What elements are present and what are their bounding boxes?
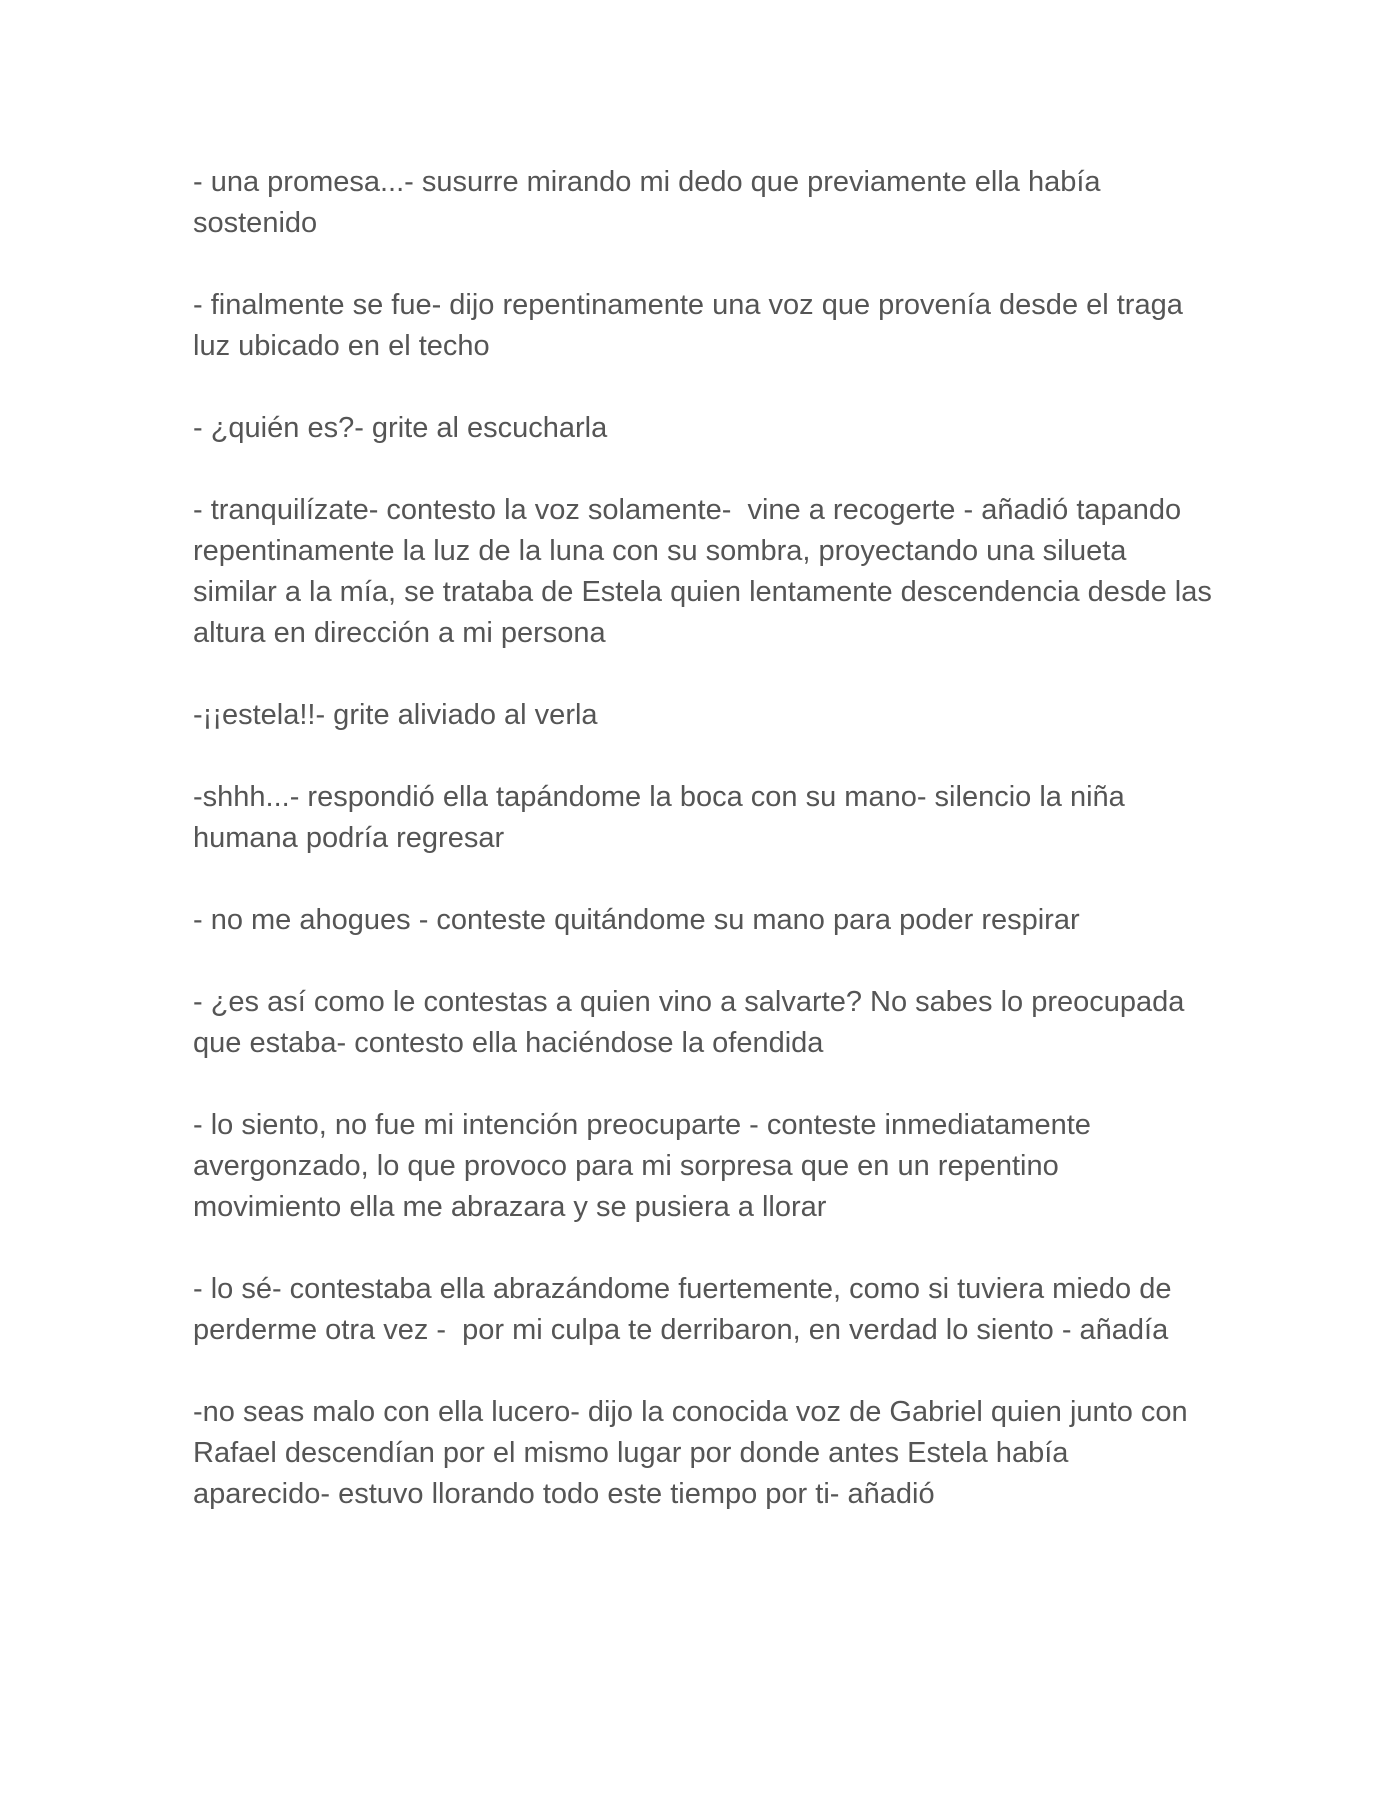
- paragraph: - ¿es así como le contestas a quien vino a salvarte? No sabes lo preocupada que estaba- contesto ella haciéndose la ofendida: [193, 986, 1193, 1059]
- paragraph: - finalmente se fue- dijo repentinamente una voz que provenía desde el traga luz ubicado en el techo: [193, 289, 1191, 362]
- paragraph: -no seas malo con ella lucero- dijo la conocida voz de Gabriel quien junto con Rafael descendían por el mismo lugar por donde antes Estela había aparecido- estuvo llorando todo este tiempo por ti- añadió: [193, 1396, 1196, 1510]
- paragraph: -¡¡estela!!- grite aliviado al verla: [193, 699, 598, 731]
- paragraph: - tranquilízate- contesto la voz solamente- vine a recogerte - añadió tapando repentinamente la luz de la luna con su sombra, proyectando una silueta similar a la mía, se trataba de Estela quien lentamente descendencia desde las altura en dirección a mi persona: [193, 494, 1220, 649]
- paragraph: -shhh...- respondió ella tapándome la boca con su mano- silencio la niña humana podría regresar: [193, 781, 1133, 854]
- paragraph: - lo siento, no fue mi intención preocuparte - conteste inmediatamente avergonzado, lo que provoco para mi sorpresa que en un repentino movimiento ella me abrazara y se pusiera a llorar: [193, 1109, 1099, 1223]
- document-body: [193, 162, 1220, 1556]
- paragraph: - una promesa...- susurre mirando mi dedo que previamente ella había sostenido: [193, 166, 1109, 239]
- paragraph: - ¿quién es?- grite al escucharla: [193, 412, 608, 444]
- paragraph: - lo sé- contestaba ella abrazándome fuertemente, como si tuviera miedo de perderme otra vez - por mi culpa te derribaron, en verdad lo siento - añadía: [193, 1273, 1180, 1346]
- paragraph: - no me ahogues - conteste quitándome su mano para poder respirar: [193, 904, 1080, 936]
